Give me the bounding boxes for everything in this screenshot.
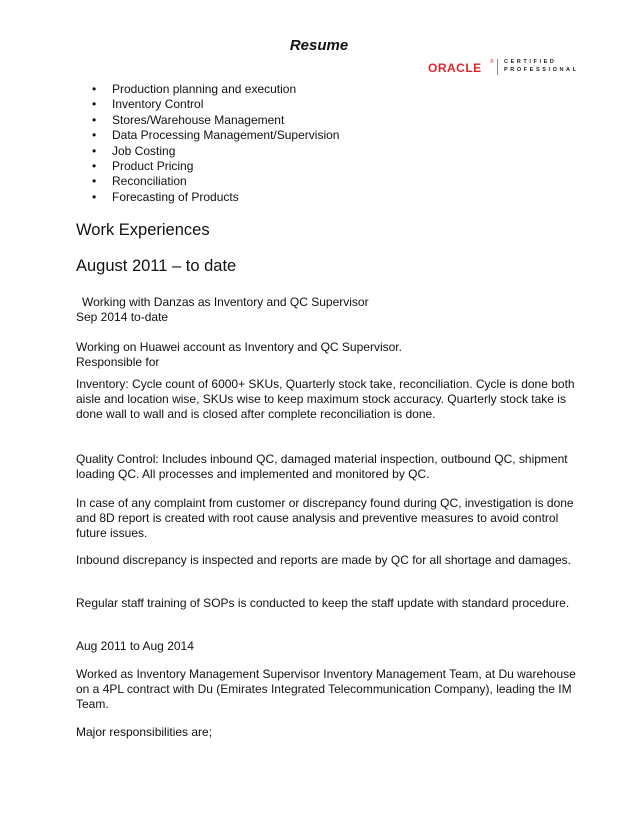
list-item: • Production planning and execution	[92, 82, 339, 97]
professional-text: PROFESSIONAL	[504, 66, 579, 73]
major-responsibilities-line: Major responsibilities are;	[76, 725, 213, 739]
aug2011-line: Aug 2011 to Aug 2014	[76, 639, 194, 653]
registered-mark: ®	[490, 59, 494, 65]
oracle-certified-logo	[428, 58, 579, 78]
sep2014-line: Sep 2014 to-date	[76, 310, 169, 324]
period-heading: August 2011 – to date	[76, 257, 237, 275]
responsible-line: Responsible for	[76, 355, 160, 369]
logo-divider	[497, 59, 498, 75]
training-paragraph: Regular staff training of SOPs is conducted to keep the staff update with standard procedure.	[76, 596, 570, 610]
complaint-paragraph: In case of any complaint from customer or discrepancy found during QC, investigation is done and 8D report is created with root cause analysis and preventive measures to avoid control future issues.	[76, 496, 574, 541]
huawei-line: Working on Huawei account as Inventory and QC Supervisor.	[76, 340, 402, 354]
list-item: • Job Costing	[92, 144, 339, 159]
list-item: • Forecasting of Products	[92, 190, 339, 205]
list-item: • Reconciliation	[92, 174, 339, 189]
list-item: • Product Pricing	[92, 159, 339, 174]
certified-text: CERTIFIED	[504, 59, 557, 65]
list-item: • Stores/Warehouse Management	[92, 113, 339, 128]
inventory-paragraph: Inventory: Cycle count of 6000+ SKUs, Quarterly stock take, reconciliation. Cycle is done both aisle and location wise, SKUs wise to keep maximum stock accuracy. Quarterly stock take is done wall to wall and is closed after complete reconciliation is done.	[76, 377, 575, 422]
inbound-paragraph: Inbound discrepancy is inspected and reports are made by QC for all shortage and damages.	[76, 553, 571, 567]
quality-paragraph: Quality Control: Includes inbound QC, damaged material inspection, outbound QC, shipment loading QC. All processes and implemented and monitored by QC.	[76, 452, 568, 482]
list-item: • Inventory Control	[92, 97, 339, 112]
list-item: • Data Processing Management/Supervision	[92, 128, 339, 143]
work-experiences-heading: Work Experiences	[76, 221, 210, 239]
du-paragraph: Worked as Inventory Management Supervisor Inventory Management Team, at Du warehouse on a 4PL contract with Du (Emirates Integrated Telecommunication Company), leading the IM Team.	[76, 667, 576, 712]
skills-list	[92, 82, 339, 205]
document-title: Resume	[289, 37, 349, 54]
certified-professional-text	[504, 59, 579, 74]
danzas-line: Working with Danzas as Inventory and QC Supervisor	[82, 295, 369, 309]
oracle-wordmark: ORACLE	[428, 61, 482, 75]
